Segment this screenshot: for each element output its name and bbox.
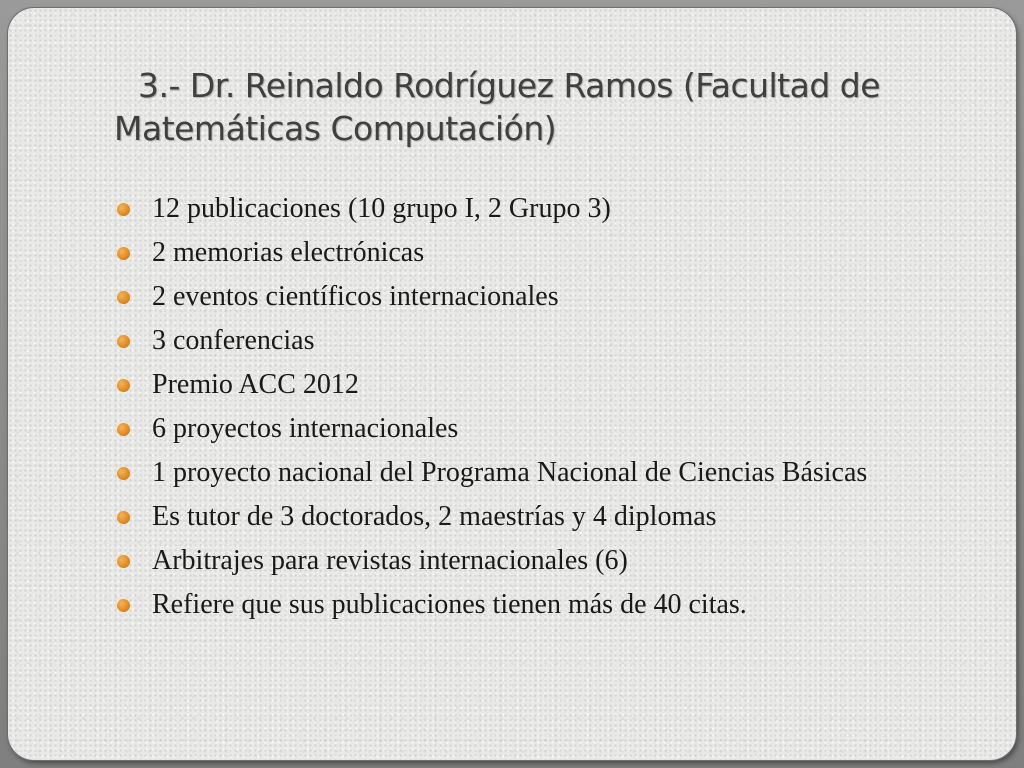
bullet-dot-icon: [117, 203, 130, 216]
bullet-dot-icon: [117, 511, 130, 524]
bullet-text: 2 eventos científicos internacionales: [152, 281, 559, 312]
bullet-item: [112, 412, 972, 446]
bullet-item: [112, 280, 972, 314]
bullet-dot-icon: [117, 599, 130, 612]
bullet-dot-icon: [117, 247, 130, 260]
bullet-text: 3 conferencias: [152, 325, 315, 356]
bullet-dot-icon: [117, 423, 130, 436]
bullet-text: Premio ACC 2012: [152, 369, 359, 400]
bullet-item: [112, 192, 972, 226]
bullet-item: [112, 236, 972, 270]
bullet-item: [112, 500, 972, 534]
bullet-item: [112, 588, 972, 622]
bullet-dot-icon: [117, 555, 130, 568]
bullet-item: [112, 544, 972, 578]
bullet-dot-icon: [117, 335, 130, 348]
bullet-dot-icon: [117, 291, 130, 304]
bullet-list: [112, 192, 972, 632]
bullet-item: [112, 368, 972, 402]
bullet-text: 6 proyectos internacionales: [152, 413, 459, 444]
bullet-text: Arbitrajes para revistas internacionales (6): [152, 545, 628, 576]
bullet-text: 1 proyecto nacional del Programa Nacional de Ciencias Básicas: [152, 457, 868, 488]
slide-title-text: 3.- Dr. Reinaldo Rodríguez Ramos (Facultad de Matemáticas Computación): [114, 66, 881, 148]
slide-panel: [8, 8, 1016, 760]
bullet-text: 12 publicaciones (10 grupo I, 2 Grupo 3): [152, 193, 611, 224]
bullet-item: [112, 324, 972, 358]
bullet-text: Es tutor de 3 doctorados, 2 maestrías y 4 diplomas: [152, 501, 717, 532]
bullet-text: 2 memorias electrónicas: [152, 237, 425, 268]
bullet-item: [112, 456, 972, 490]
slide-title: [114, 64, 974, 150]
bullet-dot-icon: [117, 379, 130, 392]
bullet-dot-icon: [117, 467, 130, 480]
bullet-text: Refiere que sus publicaciones tienen más de 40 citas.: [152, 589, 747, 620]
